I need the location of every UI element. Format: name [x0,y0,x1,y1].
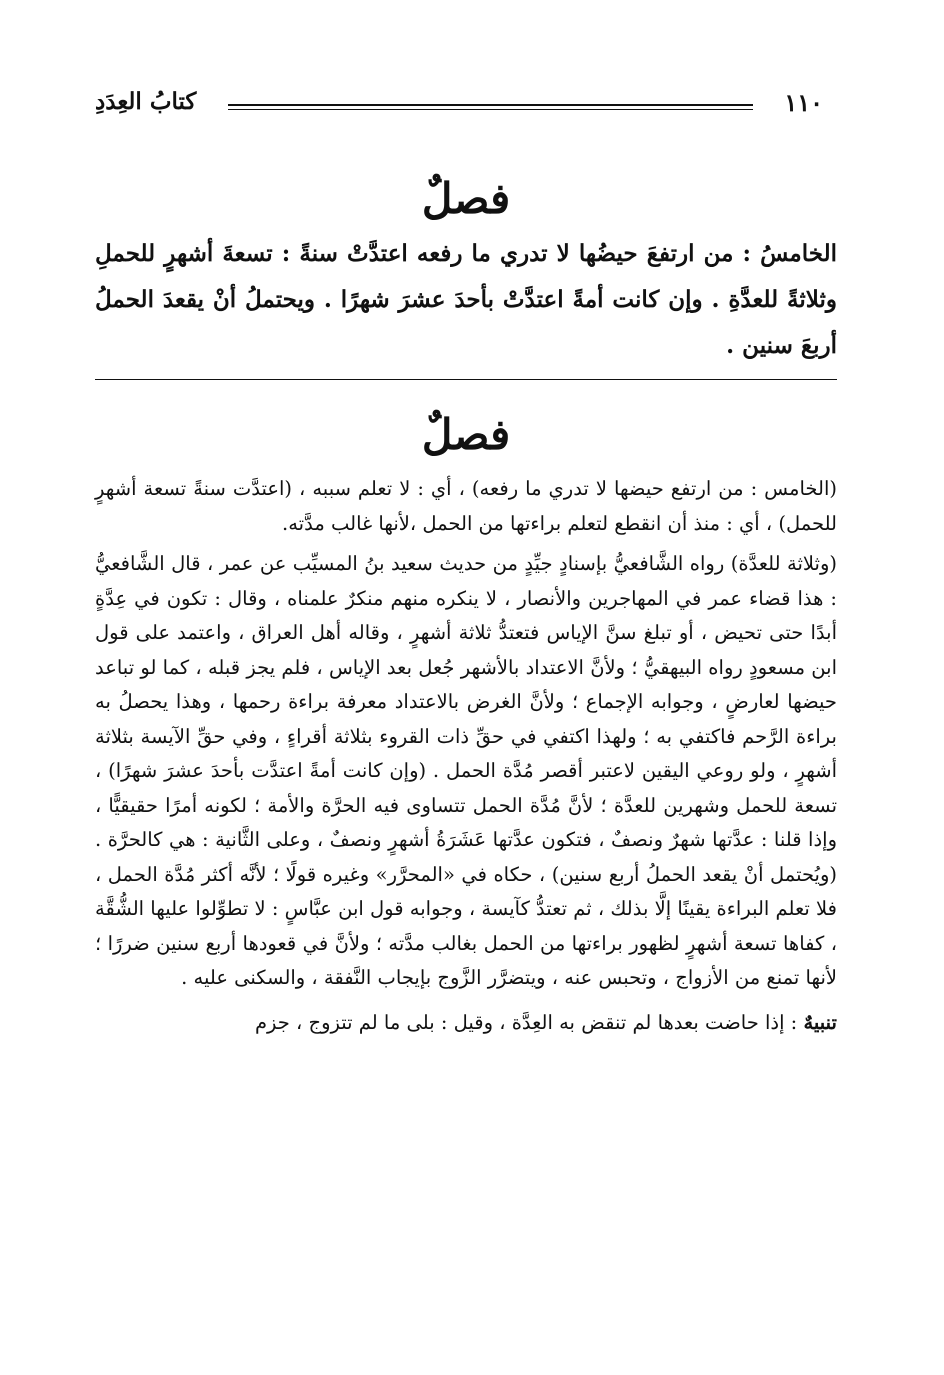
note-label: تنبيهٌ [803,1010,837,1034]
matn-divider [95,379,837,380]
note-line [95,1006,837,1040]
header-rule [228,104,753,110]
commentary-paragraph: (الخامس : من ارتفع حيضها لا تدري ما رفعه) ، أي : لا تعلم سببه ، (اعتدَّت سنةً تسعة أشهرٍ للحمل) ، أي : منذ أن انقطع لتعلم براءتها من الحمل ،لأنها غالب مدَّته. [95,477,837,535]
book-title: كتابُ العِدَدِ [95,88,197,115]
section-heading: فصلٌ [421,174,511,223]
matn-text: الخامسُ : من ارتفعَ حيضُها لا تدري ما رفعه اعتدَّتْ سنةً : تسعةَ أشهرٍ للحملِ وثلاثةً للعدَّةِ . وإن كانت أمةً اعتدَّتْ بأحدَ عشرَ شهرًا . ويحتملُ أنْ يقعدَ الحملُ أربعَ سنين . [95,239,837,359]
page-number: ١١٠ [784,88,823,117]
document-page [95,80,837,1355]
running-header [95,80,837,132]
commentary-body [95,472,837,996]
commentary-paragraph: (وثلاثة للعدَّة) رواه الشَّافعيُّ بإسنادٍ جيِّدٍ من حديث سعيد بنُ المسيِّب عن عمر ، قال الشَّافعيُّ : هذا قضاء عمر في المهاجرين والأنصار ، لا ينكره منهم منكرٌ علمناه ، وقال : تكون في عِدَّةٍ أبدًا حتى تحيض ، أو تبلغ سنَّ الإياس فتعتدُّ ثلاثة أشهرٍ ، وقاله أهل العراق ، واعتمد على قول ابن مسعودٍ رواه البيهقيُّ ؛ ولأنَّ الاعتداد بالأشهر جُعل بعد الإياس ، فلم يجز قبله ، كما لو تباعد حيضها لعارضٍ ، وجوابه الإجماع ؛ ولأنَّ الغرض بالاعتداد معرفة براءة رحمها ، وهذا يحصلُ به براءة الرَّحم فاكتفي به ؛ ولهذا اكتفي في حقِّ ذات القروء بثلاثة أقراءٍ ، وفي حقِّ الآيسة بثلاثة أشهرٍ ، ولو روعي اليقين لاعتبر أقصر مُدَّة الحمل . (وإن كانت أمةً اعتدَّت بأحدَ عشرَ شهرًا) ، تسعة للحمل وشهرين للعدَّة ؛ لأنَّ مُدَّة الحمل تتساوى فيه الحرَّة والأمة ؛ لكونه أمرًا حقيقيًّا ، وإذا قلنا : عدَّتها شهرٌ ونصفٌ ، فتكون عدَّتها عَشَرَةُ أشهرٍ ونصفٌ ، وعلى الثَّانية : هي كالحرَّة . (ويُحتمل أنْ يقعد الحملُ أربع سنين) ، حكاه في «المحرَّر» وغيره قولًا ؛ لأنَّه أكثر مُدَّة الحمل ، فلا تعلم البراءة يقينًا إلَّا بذلك ، ثم تعتدُّ كآيسة ، وجوابه قول ابن عبَّاسٍ : لا تطوِّلوا عليها الشُّقَّة ، كفاها تسعة أشهرٍ لظهور براءتها من الحمل بغالب مدَّته ؛ ولأنَّ في قعودها أربع سنين ضررًا ؛لأنها تمنع من الأزواج ، وتحبس عنه ، ويتضرَّر الزَّوج بإيجاب النَّفقة ، والسكنى عليه . [95,552,837,990]
section-heading-commentary: فصلٌ [421,409,511,459]
note-text: : إذا حاضت بعدها لم تنقض به العِدَّة ، وقيل : بلى ما لم تتزوج ، جزم [254,1010,798,1034]
